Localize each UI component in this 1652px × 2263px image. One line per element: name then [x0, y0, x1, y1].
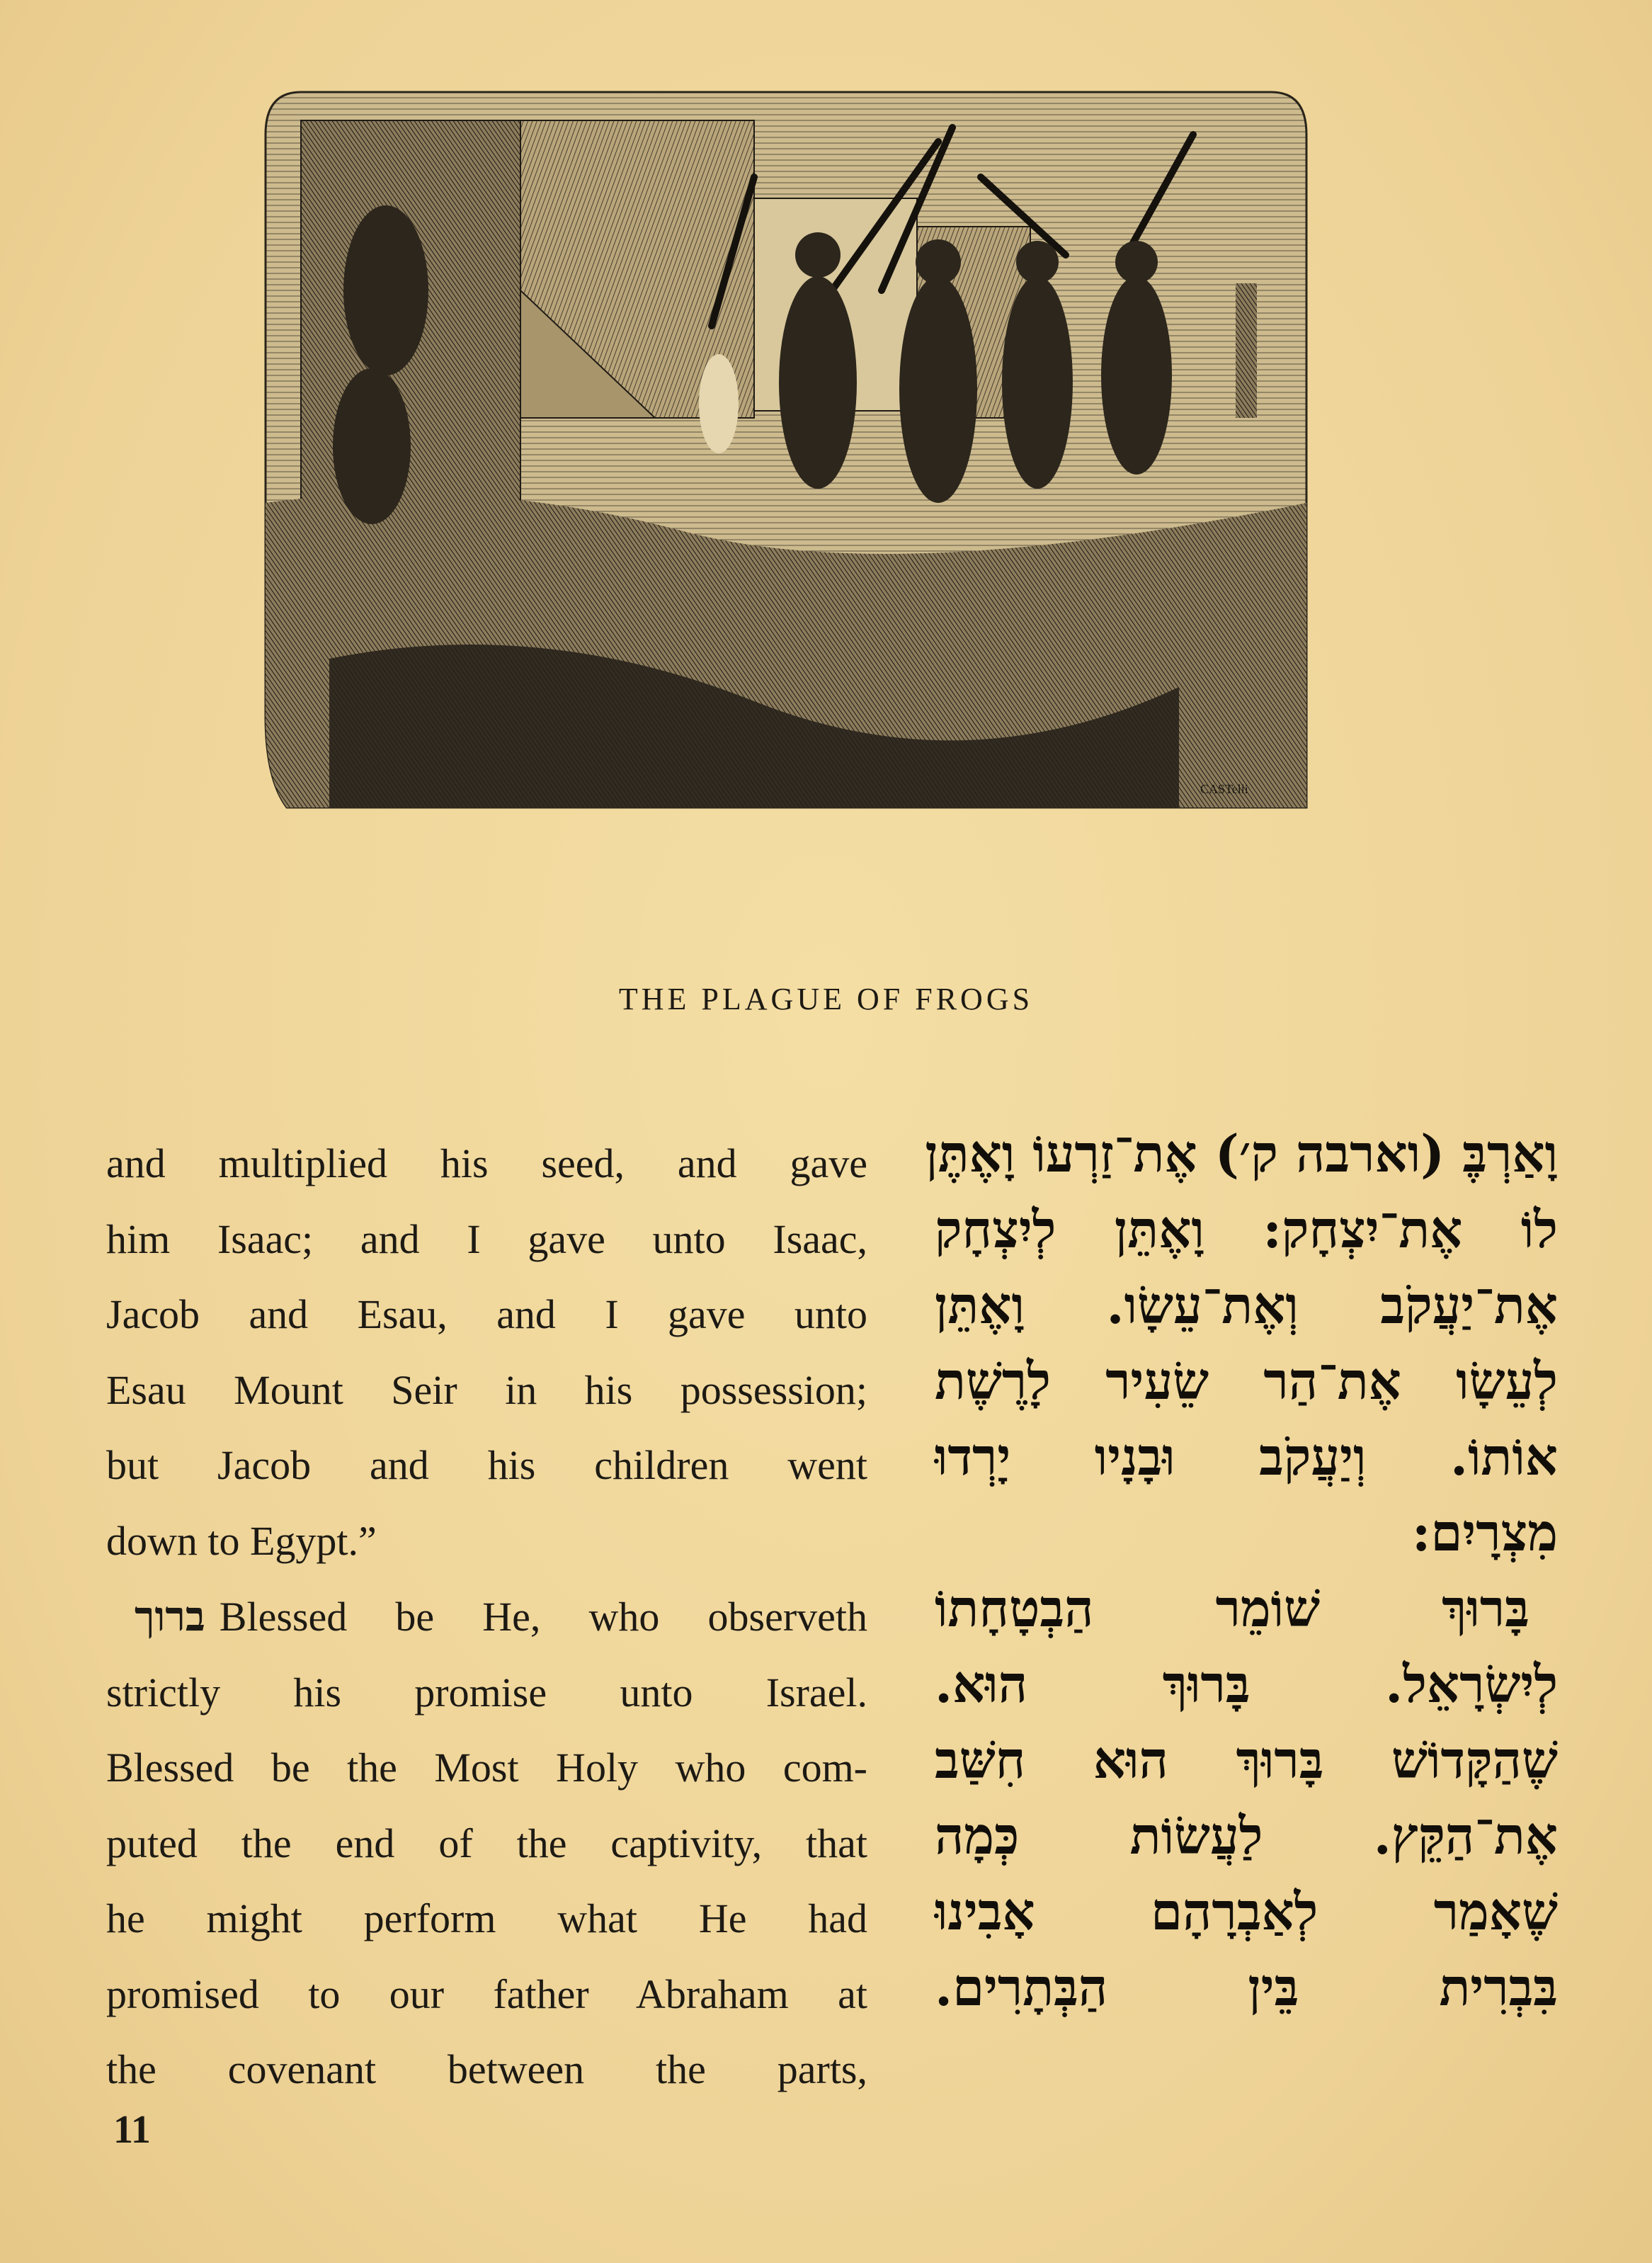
- english-line: Esau Mount Seir in his possession;: [106, 1366, 867, 1413]
- hebrew-line: אֶת־הַקֵּץ. לַעֲשׂוֹת כְּמָה: [935, 1805, 1558, 1866]
- english-line: and multiplied his seed, and gave: [106, 1140, 867, 1186]
- english-line: Blessed be the Most Holy who com-: [106, 1745, 867, 1791]
- hebrew-line: בִּבְרִית בֵּין הַבְּתָרִים.: [935, 1957, 1558, 2017]
- english-line: down to Egypt.”: [106, 1517, 377, 1564]
- hebrew-line: מִצְרָיִם:: [1411, 1502, 1558, 1562]
- english-line: promised to our father Abraham at: [106, 1970, 867, 2017]
- page-number: 11: [113, 2108, 151, 2152]
- english-line: strictly his promise unto Israel.: [106, 1669, 867, 1715]
- hebrew-line: וָאַרְבֶּ (וארבה ק׳) אֶת־זַרְעוֹ וָאֶתֶּן: [925, 1123, 1558, 1184]
- hebrew-line: שֶׁאָמַר לְאַבְרָהָם אָבִינוּ: [935, 1881, 1558, 1941]
- english-line: puted the end of the captivity, that: [106, 1820, 867, 1866]
- english-line: the covenant between the parts,: [106, 2046, 867, 2092]
- hebrew-line: שֶׁהַקָּדוֹשׁ בָּרוּךְ הוּא חִשַּׁב: [935, 1730, 1558, 1790]
- english-line: him Isaac; and I gave unto Isaac,: [106, 1215, 867, 1262]
- english-line: Jacob and Esau, and I gave unto: [106, 1291, 867, 1337]
- illustration-signature: CASTelli: [1200, 782, 1248, 796]
- hebrew-keyword: ברוך: [135, 1592, 205, 1640]
- hebrew-line: לוֹ אֶת־יִצְחָק: וָאֶתֵּן לְיִצְחָק: [935, 1199, 1558, 1259]
- english-para2-first-line: [106, 1579, 867, 1655]
- english-line: Blessed be He, who observeth: [219, 1594, 867, 1640]
- illustration-caption: THE PLAGUE OF FROGS: [618, 982, 1034, 1016]
- hebrew-line: אוֹתוֹ. וְיַעֲקֹב וּבָנָיו יָרְדוּ: [935, 1427, 1558, 1487]
- engraving-plague-of-frogs-icon: [258, 78, 1314, 843]
- english-line: he might perform what He had: [106, 1895, 867, 1941]
- english-line: but Jacob and his children went: [106, 1442, 867, 1488]
- hebrew-line: לְיִשְׂרָאֵל. בָּרוּךְ הוּא.: [935, 1654, 1558, 1714]
- hebrew-text: [925, 1116, 1558, 2025]
- hebrew-line: אֶת־יַעֲקֹב וְאֶת־עֵשָׂו. וָאֶתֵּן: [935, 1275, 1558, 1335]
- hebrew-line: לְעֵשָׂו אֶת־הַר שֵׂעִיר לָרֶשֶׁת: [935, 1351, 1558, 1411]
- engraving-illustration: [258, 78, 1314, 843]
- english-text: [106, 1126, 867, 2108]
- hebrew-line: בָּרוּךְ שׁוֹמֵר הַבְטָחָתוֹ: [935, 1578, 1529, 1638]
